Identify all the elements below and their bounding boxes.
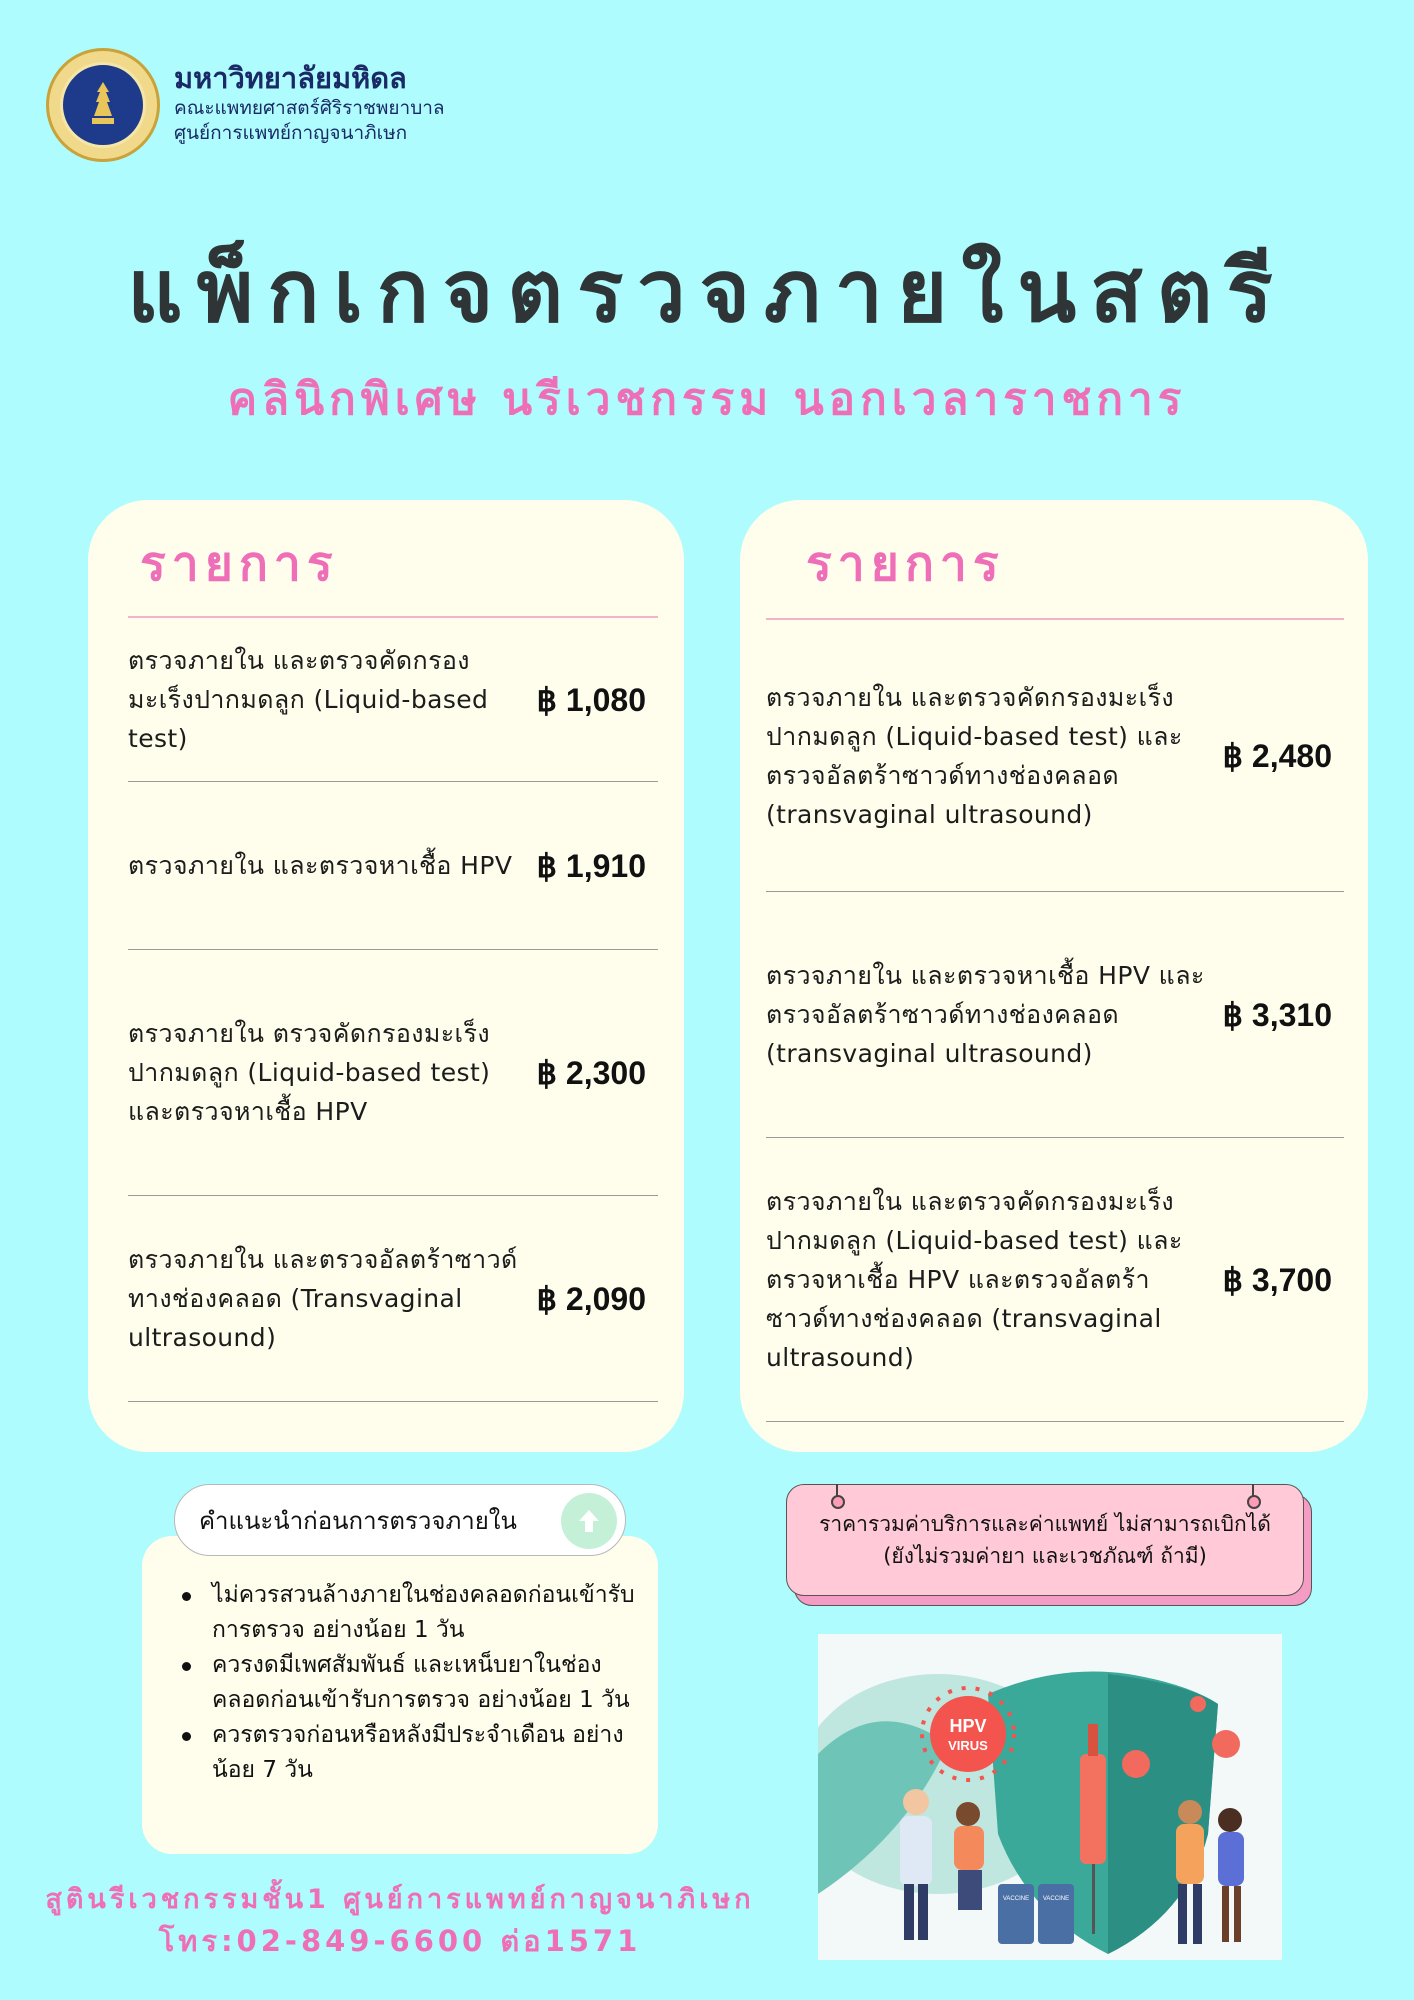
seal-icon [60,62,146,148]
package-price: ฿ 3,700 [1222,1261,1332,1298]
advice-title: คำแนะนำก่อนการตรวจภายใน [199,1506,517,1535]
package-price: ฿ 1,910 [536,847,646,884]
page-subtitle: คลินิกพิเศษ นรีเวชกรรม นอกเวลาราชการ [227,374,1187,425]
virus-label-1: HPV [949,1716,987,1736]
package-row [766,1138,1344,1422]
syringe-icon [1080,1754,1106,1864]
package-description: ตรวจภายใน และตรวจหาเชื้อ HPV [128,851,513,880]
card-heading: รายการ [140,536,339,592]
advice-item: ควรงดมีเพศสัมพันธ์ และเหน็บยาในช่องคลอดก่อนเข้ารับการตรวจ อย่างน้อย 1 วัน [178,1648,638,1718]
advice-list [178,1578,638,1788]
package-price: ฿ 2,090 [536,1280,646,1317]
package-row [128,618,658,782]
package-row [128,782,658,950]
package-list-right [740,500,1368,1452]
org-line-3: ศูนย์การแพทย์กาญจนาภิเษก [174,122,408,144]
package-price: ฿ 1,080 [536,681,646,718]
package-description: ตรวจภายใน และตรวจหาเชื้อ HPV และตรวจอัลตร้าซาวด์ทางช่องคลอด (transvaginal ultrasound) [766,961,1205,1068]
package-price: ฿ 2,480 [1222,737,1332,774]
pin-icon [1246,1484,1260,1510]
advice-title-pill [174,1484,626,1556]
note-line-2: (ยังไม่รวมค่ายา และเวชภัณฑ์ ถ้ามี) [883,1544,1207,1568]
package-row [128,950,658,1196]
pin-icon [830,1484,844,1510]
org-line-2: คณะแพทยศาสตร์ศิริราชพยาบาล [174,97,445,119]
virus-label-2: VIRUS [948,1738,988,1753]
package-list-left [88,500,684,1452]
vaccine-label: VACCINE [1002,1896,1030,1902]
footer-contact [0,1880,800,1962]
advice-item: ควรตรวจก่อนหรือหลังมีประจำเดือน อย่างน้อย 7 วัน [178,1718,638,1788]
package-description: ตรวจภายใน ตรวจคัดกรองมะเร็งปากมดลูก (Liquid-based test) และตรวจหาเชื้อ HPV [128,1019,491,1126]
package-description: ตรวจภายใน และตรวจคัดกรองมะเร็งปากมดลูก (Liquid-based test) และตรวจหาเชื้อ HPV และตรวจอัลตร้าซาวด์ทางช่องคลอด (transvaginal ultrasound) [766,1187,1183,1372]
vaccine-vial-icon [998,1884,1034,1944]
hpv-vaccine-illustration [818,1634,1282,1960]
note-line-1: ราคารวมค่าบริการและค่าแพทย์ ไม่สามารถเบิกได้ [819,1512,1271,1536]
package-description: ตรวจภายใน และตรวจคัดกรองมะเร็งปากมดลูก (Liquid-based test) [128,646,489,753]
org-line-1: มหาวิทยาลัยมหิดล [174,61,407,95]
package-description: ตรวจภายใน และตรวจอัลตร้าซาวด์ทางช่องคลอด (Transvaginal ultrasound) [128,1245,518,1352]
university-logo [46,48,160,162]
vaccine-label: VACCINE [1042,1896,1070,1902]
price-note [786,1484,1304,1596]
page-title: แพ็กเกจตรวจภายในสตรี [127,242,1287,342]
package-row [766,620,1344,892]
package-description: ตรวจภายใน และตรวจคัดกรองมะเร็งปากมดลูก (Liquid-based test) และตรวจอัลตร้าซาวด์ทางช่องคลอด (transvaginal ultrasound) [766,682,1183,829]
card-heading: รายการ [806,536,1005,592]
footer-location: สูตินรีเวชกรรมชั้น1 ศูนย์การแพทย์กาญจนาภิเษก [45,1884,755,1915]
people-icon [1176,1800,1244,1944]
footer-phone[interactable]: โทร:02-849-6600 ต่อ1571 [158,1924,642,1958]
package-row [766,892,1344,1138]
package-price: ฿ 2,300 [536,1054,646,1091]
package-row [128,1196,658,1402]
arrow-up-icon [561,1493,617,1549]
organization-name [174,60,445,146]
advice-item: ไม่ควรสวนล้างภายในช่องคลอดก่อนเข้ารับการตรวจ อย่างน้อย 1 วัน [178,1578,638,1648]
package-price: ฿ 3,310 [1222,996,1332,1033]
